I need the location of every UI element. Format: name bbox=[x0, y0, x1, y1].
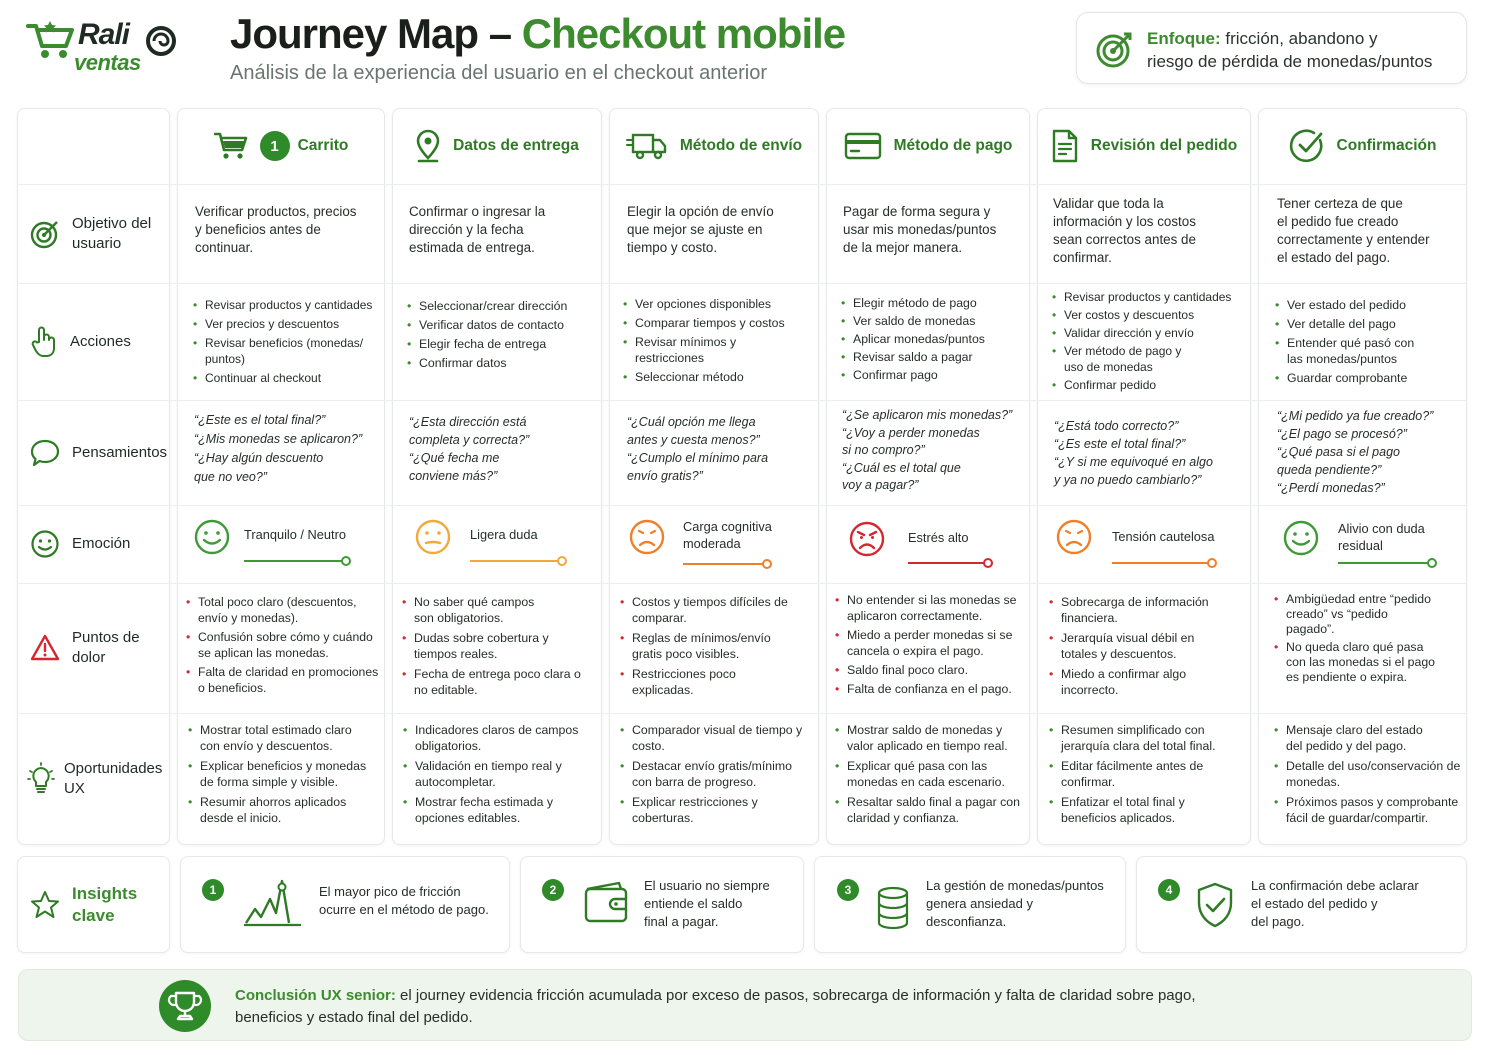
list-item: • Explicar qué pasa con las monedas en cada escenario. bbox=[835, 758, 1027, 790]
list-item: • Elegir fecha de entrega bbox=[407, 336, 597, 352]
pain-cell-6 bbox=[1274, 592, 1459, 686]
location-pin-icon bbox=[415, 129, 441, 163]
focus-text-line-1: fricción, abandono y bbox=[1220, 29, 1378, 48]
row-label-pensamientos bbox=[30, 400, 167, 505]
row-label-oportunidades-line-2: UX bbox=[64, 780, 85, 797]
neutral-face-icon bbox=[414, 518, 452, 556]
list-item: • Ver precios y descuentos bbox=[193, 316, 381, 332]
column-header-confirmacion bbox=[1258, 108, 1467, 184]
list-item: • Mensaje claro del estado del pedido y del pago. bbox=[1274, 722, 1466, 754]
list-item: • Dudas sobre cobertura y tiempos reales. bbox=[402, 630, 594, 662]
coin-stack-icon bbox=[875, 885, 911, 931]
list-item: • Reglas de mínimos/envío gratis poco visibles. bbox=[620, 630, 810, 662]
shield-check-icon bbox=[1195, 881, 1235, 929]
list-item: • Falta de confianza en el pago. bbox=[835, 681, 1025, 697]
thoughts-cell-5: “¿Está todo correcto?” “¿Es este el total final?” “¿Y si me equivoqué en algo y ya no puedo cambiarlo?” bbox=[1054, 419, 1213, 487]
emotion-cell-5 bbox=[1055, 516, 1240, 576]
row-label-objetivo bbox=[30, 184, 151, 283]
list-item: • Aplicar monedas/puntos bbox=[841, 331, 1026, 347]
focus-label: Enfoque: bbox=[1147, 29, 1221, 48]
insight-number: 1 bbox=[202, 879, 224, 901]
target-arrow-icon bbox=[1095, 29, 1135, 69]
trophy-icon bbox=[159, 980, 211, 1032]
opportunities-cell-2 bbox=[403, 722, 598, 827]
list-item: • Mostrar fecha estimada y opciones editables. bbox=[403, 794, 598, 826]
row-label-dolor-line-1: Puntos de bbox=[72, 629, 140, 646]
row-label-emocion bbox=[30, 505, 130, 583]
actions-cell-2 bbox=[407, 298, 597, 372]
objective-cell-5: Validar que toda la información y los costos sean correctos antes de confirmar. bbox=[1053, 196, 1196, 265]
list-item: • Validar dirección y envío bbox=[1052, 325, 1247, 341]
list-item: • Sobrecarga de información financiera. bbox=[1049, 594, 1244, 626]
brand-logo bbox=[26, 16, 186, 76]
emotion-cell-1 bbox=[193, 516, 378, 576]
objective-cell-3: Elegir la opción de envío que mejor se ajuste en tiempo y costo. bbox=[627, 204, 774, 255]
smiley-icon bbox=[30, 529, 60, 559]
list-item: • Revisar productos y cantidades bbox=[193, 297, 381, 313]
insight-card-3 bbox=[814, 856, 1126, 953]
emotion-cell-2 bbox=[414, 516, 599, 576]
emotion-cell-3 bbox=[628, 516, 813, 576]
objective-cell-6: Tener certeza de que el pedido fue creado correctamente y entender el estado del pago. bbox=[1277, 196, 1430, 265]
thoughts-cell-6: “¿Mi pedido ya fue creado?” “¿El pago se procesó?” “¿Qué pasa si el pago queda pendiente?” “¿Perdí monedas?” bbox=[1277, 409, 1434, 495]
list-item: • Ver opciones disponibles bbox=[623, 296, 813, 312]
list-item: • Saldo final poco claro. bbox=[835, 662, 1025, 678]
title-journey-map: Journey Map – bbox=[230, 10, 512, 57]
row-label-dolor-line-2: dolor bbox=[72, 649, 106, 666]
opportunities-cell-1 bbox=[188, 722, 380, 827]
list-item: • Mostrar saldo de monedas y valor aplicado en tiempo real. bbox=[835, 722, 1027, 754]
frown-face-icon bbox=[628, 518, 666, 556]
pain-cell-4 bbox=[835, 592, 1025, 698]
row-label-acciones bbox=[30, 283, 131, 400]
column-title-carrito: Carrito bbox=[297, 137, 349, 154]
list-item: • Resumir ahorros aplicados desde el inicio. bbox=[188, 794, 380, 826]
list-item: • Próximos pasos y comprobante fácil de guardar/compartir. bbox=[1274, 794, 1466, 826]
frown-face-icon bbox=[1055, 518, 1093, 556]
list-item: • Confusión sobre cómo y cuándo se aplican las monedas. bbox=[186, 629, 382, 661]
list-item: • Ver saldo de monedas bbox=[841, 313, 1026, 329]
list-item: • Fecha de entrega poco clara o no editable. bbox=[402, 666, 594, 698]
list-item: • Revisar mínimos y restricciones bbox=[623, 334, 813, 366]
insight-card-4 bbox=[1136, 856, 1467, 953]
objective-cell-1: Verificar productos, precios y beneficios antes de continuar. bbox=[195, 204, 357, 255]
speech-bubble-icon bbox=[30, 438, 60, 468]
opportunities-cell-6 bbox=[1274, 722, 1466, 827]
row-label-objetivo-line-1: Objetivo del bbox=[72, 214, 152, 232]
opportunities-cell-5 bbox=[1049, 722, 1246, 827]
insight-number: 2 bbox=[542, 879, 564, 901]
list-item: • Total poco claro (descuentos, envío y monedas). bbox=[186, 594, 382, 626]
happy-face-icon bbox=[1282, 519, 1320, 557]
insight-text-4: La confirmación debe aclarar el estado del pedido y del pago. bbox=[1251, 878, 1419, 929]
focus-box bbox=[1076, 12, 1467, 84]
list-item: • No queda claro qué pasa con las monedas si el pago es pendiente o expira. bbox=[1274, 640, 1459, 685]
list-item: • Verificar datos de contacto bbox=[407, 317, 597, 333]
conclusion-body: el journey evidencia fricción acumulada por exceso de pasos, sobrecarga de información y falta de claridad sobre pago, beneficios y estado final del pedido. bbox=[235, 987, 1196, 1026]
pain-cell-2 bbox=[402, 594, 594, 699]
focus-text-line-2: riesgo de pérdida de monedas/puntos bbox=[1147, 52, 1433, 71]
hand-pointer-icon bbox=[30, 326, 58, 358]
insight-number: 4 bbox=[1158, 879, 1180, 901]
insight-text-1: El mayor pico de fricción ocurre en el método de pago. bbox=[319, 884, 489, 917]
objective-cell-2: Confirmar o ingresar la dirección y la fecha estimada de entrega. bbox=[409, 204, 546, 255]
insights-label bbox=[30, 856, 137, 953]
list-item: • No entender si las monedas se aplicaron correctamente. bbox=[835, 592, 1025, 624]
column-header-carrito bbox=[177, 108, 385, 184]
column-title-metodo-pago: Método de pago bbox=[893, 137, 1013, 154]
insight-number: 3 bbox=[837, 879, 859, 901]
list-item: • Explicar restricciones y coberturas. bbox=[620, 794, 813, 826]
column-title-datos-entrega: Datos de entrega bbox=[453, 137, 579, 154]
list-item: • Restricciones poco explicadas. bbox=[620, 666, 810, 698]
list-item: • Entender qué pasó con las monedas/puntos bbox=[1275, 335, 1460, 367]
list-item: • Indicadores claros de campos obligatorios. bbox=[403, 722, 598, 754]
logo-swirl-icon bbox=[144, 24, 178, 58]
cart-logo-icon bbox=[26, 20, 76, 60]
row-label-pensamientos-text: Pensamientos bbox=[72, 443, 168, 461]
column-title-confirmacion: Confirmación bbox=[1336, 137, 1437, 154]
angry-face-icon bbox=[848, 520, 886, 558]
list-item: • Continuar al checkout bbox=[193, 370, 381, 386]
column-title-revision-pedido: Revisión del pedido bbox=[1090, 137, 1238, 154]
list-item: • Jerarquía visual débil en totales y descuentos. bbox=[1049, 630, 1244, 662]
list-item: • Editar fácilmente antes de confirmar. bbox=[1049, 758, 1246, 790]
insight-card-1 bbox=[180, 856, 510, 953]
list-item: • Resaltar saldo final a pagar con claridad y confianza. bbox=[835, 794, 1027, 826]
list-item: • Ver método de pago y uso de monedas bbox=[1052, 343, 1247, 375]
document-checklist-icon bbox=[1051, 129, 1079, 163]
list-item: • Revisar beneficios (monedas/ puntos) bbox=[193, 335, 381, 367]
thoughts-cell-3: “¿Cuál opción me llega antes y cuesta menos?” “¿Cumplo el mínimo para envío gratis?” bbox=[627, 415, 769, 483]
conclusion-banner bbox=[18, 969, 1472, 1041]
list-item: • Destacar envío gratis/mínimo con barra de progreso. bbox=[620, 758, 813, 790]
opportunities-cell-4 bbox=[835, 722, 1027, 827]
column-header-datos-entrega bbox=[392, 108, 602, 184]
emotion-cell-6 bbox=[1282, 516, 1467, 576]
list-item: • Confirmar pedido bbox=[1052, 377, 1247, 393]
opportunities-cell-3 bbox=[620, 722, 813, 827]
star-icon bbox=[30, 890, 60, 920]
pain-cell-1 bbox=[186, 594, 382, 697]
row-label-oportunidades-line-1: Oportunidades bbox=[64, 760, 163, 777]
list-item: • Costos y tiempos difíciles de comparar. bbox=[620, 594, 810, 626]
pain-cell-5 bbox=[1049, 594, 1244, 699]
column-title-metodo-envio: Método de envío bbox=[679, 137, 803, 154]
credit-card-icon bbox=[844, 132, 882, 160]
emotion-label: Estrés alto bbox=[908, 530, 969, 545]
insights-label-line-1: Insights bbox=[72, 883, 138, 903]
list-item: • Mostrar total estimado claro con envío y descuentos. bbox=[188, 722, 380, 754]
list-item: • Ambigüedad entre “pedido creado” vs “pedido pagado”. bbox=[1274, 592, 1459, 637]
truck-icon bbox=[626, 131, 668, 161]
conclusion-label: Conclusión UX senior: bbox=[235, 987, 396, 1004]
list-item: • Falta de claridad en promociones o beneficios. bbox=[186, 664, 382, 696]
thoughts-cell-1: “¿Este es el total final?” “¿Mis monedas se aplicaron?” “¿Hay algún descuento que no veo?” bbox=[194, 413, 363, 484]
thoughts-cell-2: “¿Esta dirección está completa y correcta?” “¿Qué fecha me conviene más?” bbox=[409, 415, 530, 483]
list-item: • Revisar productos y cantidades bbox=[1052, 289, 1247, 305]
list-item: • Revisar saldo a pagar bbox=[841, 349, 1026, 365]
actions-cell-6 bbox=[1275, 297, 1460, 387]
lightbulb-icon bbox=[26, 762, 56, 796]
page-subtitle: Análisis de la experiencia del usuario en el checkout anterior bbox=[230, 62, 767, 84]
actions-cell-5 bbox=[1052, 289, 1247, 394]
row-label-acciones-text: Acciones bbox=[70, 332, 131, 350]
insight-card-2 bbox=[520, 856, 804, 953]
happy-face-icon bbox=[193, 518, 231, 556]
step-number-1: 1 bbox=[260, 131, 290, 161]
row-label-puntos-dolor bbox=[30, 583, 140, 713]
list-item: • Confirmar pago bbox=[841, 367, 1026, 383]
list-item: • Guardar comprobante bbox=[1275, 370, 1460, 386]
row-label-objetivo-line-2: usuario bbox=[72, 234, 122, 252]
row-label-oportunidades bbox=[26, 713, 162, 845]
emotion-label: Ligera duda bbox=[470, 527, 538, 542]
emotion-label: Alivio con duda residual bbox=[1338, 521, 1425, 553]
column-header-metodo-envio bbox=[609, 108, 819, 184]
list-item: • Confirmar datos bbox=[407, 355, 597, 371]
list-item: • Detalle del uso/conservación de monedas. bbox=[1274, 758, 1466, 790]
actions-cell-3 bbox=[623, 296, 813, 386]
list-item: • Miedo a perder monedas si se cancela o expira el pago. bbox=[835, 627, 1025, 659]
list-item: • Miedo a confirmar algo incorrecto. bbox=[1049, 666, 1244, 698]
logo-text-ventas: ventas bbox=[74, 50, 141, 75]
list-item: • No saber qué campos son obligatorios. bbox=[402, 594, 594, 626]
list-item: • Validación en tiempo real y autocompletar. bbox=[403, 758, 598, 790]
logo-text-rali: Rali bbox=[78, 18, 130, 51]
list-item: • Ver detalle del pago bbox=[1275, 316, 1460, 332]
column-header-revision-pedido bbox=[1037, 108, 1251, 184]
column-header-metodo-pago bbox=[826, 108, 1030, 184]
thoughts-cell-4: “¿Se aplicaron mis monedas?” “¿Voy a perder monedas si no compro?” “¿Cuál es el total que voy a pagar?” bbox=[842, 408, 1013, 492]
insight-text-2: El usuario no siempre entiende el saldo final a pagar. bbox=[644, 878, 770, 929]
list-item: • Seleccionar método bbox=[623, 369, 813, 385]
list-item: • Ver estado del pedido bbox=[1275, 297, 1460, 313]
check-circle-icon bbox=[1289, 128, 1325, 164]
insights-label-line-2: clave bbox=[72, 905, 115, 925]
list-item: • Comparador visual de tiempo y costo. bbox=[620, 722, 813, 754]
list-item: • Ver costos y descuentos bbox=[1052, 307, 1247, 323]
list-item: • Resumen simplificado con jerarquía clara del total final. bbox=[1049, 722, 1246, 754]
list-item: • Enfatizar el total final y beneficios aplicados. bbox=[1049, 794, 1246, 826]
actions-cell-1 bbox=[193, 297, 381, 387]
cart-icon bbox=[214, 131, 248, 161]
actions-cell-4 bbox=[841, 295, 1026, 384]
insight-text-3: La gestión de monedas/puntos genera ansiedad y desconfianza. bbox=[926, 878, 1104, 929]
emotion-label: Carga cognitiva moderada bbox=[683, 519, 772, 551]
target-icon bbox=[30, 219, 60, 249]
title-checkout-mobile: Checkout mobile bbox=[521, 10, 846, 57]
wallet-icon bbox=[583, 879, 631, 925]
objective-cell-4: Pagar de forma segura y usar mis monedas/puntos de la mejor manera. bbox=[843, 204, 997, 255]
pain-cell-3 bbox=[620, 594, 810, 699]
emotion-label: Tensión cautelosa bbox=[1112, 529, 1215, 544]
warning-icon bbox=[30, 634, 60, 662]
friction-peak-chart-icon bbox=[243, 873, 305, 929]
emotion-cell-4 bbox=[848, 516, 1033, 576]
focus-text bbox=[1147, 27, 1432, 73]
list-item: • Comparar tiempos y costos bbox=[623, 315, 813, 331]
list-item: • Explicar beneficios y monedas de forma simple y visible. bbox=[188, 758, 380, 790]
page-title bbox=[230, 10, 845, 58]
row-label-emocion-text: Emoción bbox=[72, 535, 131, 552]
conclusion-text bbox=[235, 985, 1225, 1029]
list-item: • Elegir método de pago bbox=[841, 295, 1026, 311]
emotion-label: Tranquilo / Neutro bbox=[244, 527, 346, 542]
list-item: • Seleccionar/crear dirección bbox=[407, 298, 597, 314]
